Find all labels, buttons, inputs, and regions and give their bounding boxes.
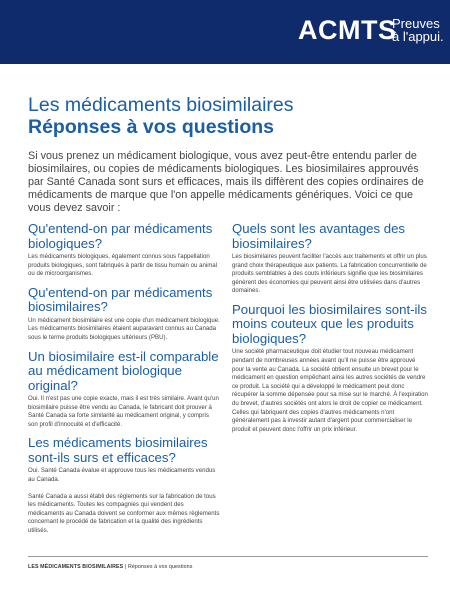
footer-label: LES MÉDICAMENTS BIOSIMILAIRES	[28, 564, 124, 570]
question-heading: Pourquoi les biosimilaires sont-ils moins couteux que les produits biologiques?	[232, 301, 427, 346]
question-heading: Quels sont les avantages des biosimilaires?	[232, 221, 406, 251]
footer-separator: |	[123, 564, 128, 570]
header-banner	[0, 0, 450, 64]
footer	[28, 564, 192, 570]
section-avantages	[232, 222, 428, 296]
tagline-line-1: Preuves	[392, 16, 440, 31]
intro-paragraph: Si vous prenez un médicament biologique, vous avez peut-être entendu parler de biosimilaires, ou copies de médicaments biologiques. Les biosimilaires approuvés par Santé Canada sont surs et efficaces, mais ils diffèrent des copies ordinaires de médicaments de marque que l'on appelle médicaments génériques. Voici ce que vous devez savoir :	[28, 150, 424, 214]
left-column	[28, 222, 220, 543]
right-column	[232, 222, 428, 441]
footer-subtitle: Réponses à vos questions	[127, 564, 193, 570]
section-biosimilaires	[28, 286, 220, 343]
footer-divider	[28, 556, 428, 557]
answer-text: Les médicaments biologiques, également connus sous l'appellation produits biologiques, sont fabriqués à partir de tissu humain ou animal ou de microorganismes.	[28, 253, 218, 278]
section-comparable	[28, 350, 220, 430]
acmts-logo: ACMTS	[298, 15, 397, 45]
answer-text: Un médicament biosimilaire est une copie d'un médicament biologique. Les médicaments biosimilaires étaient auparavant connus au Canada sous le terme produits biologiques ultérieurs (PBU).	[28, 316, 220, 341]
answer-text: Une société pharmaceutique doit étudier tout nouveau médicament pendant de nombreuses années avant qu'il ne puisse être approuvé pour la vente au Canada. La société obtient ensuite un brevet pour le médicament en question empêchant ainsi les autres sociétés de vendre ce produit. La société qui a développé le médicament peut donc récupérer la somme dépensée pour sa mise sur le marché. À l'expiration du brevet, d'autres sociétés ont alors le droit de copier ce médicament. Celles qui fabriquent des copies d'autres médicaments n'ont généralement pas à investir autant d'argent pour commercialiser le produit et peuvent donc l'offrir un prix inférieur.	[232, 348, 428, 433]
answer-text: Oui. Santé Canada évalue et approuve tous les médicaments vendus au Canada.	[28, 467, 216, 484]
question-heading: Les médicaments biosimilaires sont-ils surs et efficaces?	[28, 435, 208, 465]
question-heading: Un biosimilaire est-il comparable au médicament biologique original?	[28, 348, 219, 393]
section-moins-couteux	[232, 303, 428, 434]
question-heading: Qu'entend-on par médicaments biosimilaires?	[28, 284, 213, 315]
tagline	[392, 17, 450, 43]
answer-text: Les biosimilaires peuvent faciliter l'accès aux traitements et offrir un plus grand choix thérapeutique aux patients. La fabrication concurrentielle de produits semblables à des couts inférieurs signifie que les biosimilaires génèrent des économies qui peuvent ainsi être utilisées dans d'autres domaines.	[232, 253, 427, 295]
question-heading: Qu'entend-on par médicaments biologiques?	[28, 221, 213, 251]
answer-text-2: Santé Canada a aussi établi des règlements sur la fabrication de tous les médicaments. Toutes les compagnies qui vendent des médicaments au Canada doivent se conformer aux mêmes règlements concernant le procédé de fabrication et la qualité des ingrédients utilisés.	[28, 492, 220, 534]
tagline-line-2: à l'appui.	[392, 29, 444, 44]
answer-text: Oui. Il n'est pas une copie exacte, mais il est très similaire. Avant qu'un biosimilaire puisse être vendu au Canada, le fabricant doit prouver à Santé Canada sa forte similarité au médicament original, y compris son profil d'innocuité et d'efficacité.	[28, 395, 219, 428]
page-subtitle: Réponses à vos questions	[28, 116, 274, 138]
page-title: Les médicaments biosimilaires	[28, 94, 294, 116]
section-biologiques	[28, 222, 220, 279]
section-surs-efficaces	[28, 436, 220, 535]
